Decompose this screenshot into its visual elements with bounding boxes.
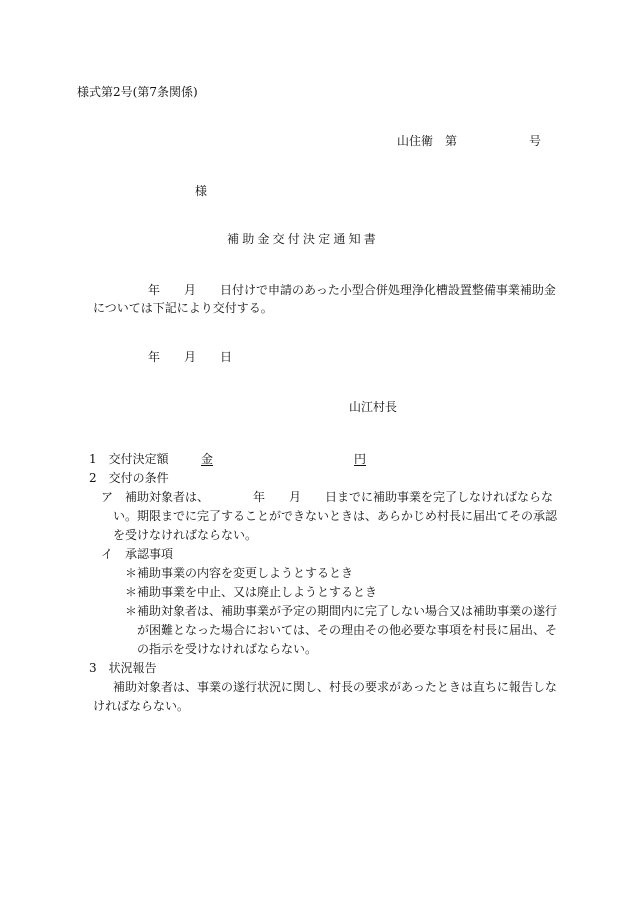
item1-label: 1 交付決定額 [89, 452, 169, 466]
item2a-line1 [101, 489, 553, 505]
form-number: 様式第2号(第7条関係) [77, 85, 198, 99]
body-line1-text: 日付けで申請のあった小型合併処理浄化槽設置整備事業補助金 [220, 283, 556, 297]
issue-date-year: 年 [148, 350, 161, 364]
item1-amount-suffix: 円 [354, 452, 367, 466]
body-line-2: については下記により交付する。 [93, 301, 273, 315]
body-month: 月 [184, 283, 197, 297]
item2a-prefix: ア 補助対象者は、 [101, 490, 210, 504]
document-title-text: 補助金交付決定通知書 [227, 232, 380, 246]
item2a-year: 年 [253, 490, 266, 504]
issue-date [148, 349, 232, 365]
document-title [227, 231, 379, 247]
body-year: 年 [148, 283, 161, 297]
item3-line1: 補助対象者は、事業の遂行状況に関し、村長の要求があったときは直ちに報告しな [113, 680, 557, 694]
item2a-month: 月 [289, 490, 302, 504]
item2a-text: 日までに補助事業を完了しなければならな [325, 490, 554, 504]
item2a-line2: い。期限までに完了することができないときは、あらかじめ村長に届出てその承認 [113, 509, 558, 523]
item2b-bullet-1: ＊補助事業の内容を変更しようとするとき [125, 566, 354, 580]
issue-date-month: 月 [184, 350, 197, 364]
item2b-bullet-3-line1: ＊補助対象者は、補助事業が予定の期間内に完了しない場合又は補助事業の遂行 [125, 604, 558, 618]
item1-amount [201, 451, 366, 467]
item2b-bullet-3-line3: の指示を受けなければならない。 [137, 642, 318, 656]
item2b-label: イ 承認事項 [101, 547, 174, 561]
addressee-honorific: 様 [195, 184, 208, 198]
item2a-line3: を受けなければならない。 [113, 528, 258, 542]
item3-label: 3 状況報告 [89, 661, 157, 675]
item2b-bullet-2: ＊補助事業を中止、又は廃止しようとするとき [125, 585, 378, 599]
reference-number: 山住衛 第 号 [397, 134, 542, 148]
body-line-1 [148, 282, 556, 298]
item1-amount-prefix: 金 [201, 452, 214, 466]
issuer-name: 山江村長 [349, 400, 398, 414]
item2b-bullet-3-line2: が困難となった場合においては、その理由その他必要な事項を村長に届出、そ [137, 623, 558, 637]
item3-line2: ければならない。 [93, 699, 190, 713]
issue-date-day: 日 [220, 350, 233, 364]
item2-label: 2 交付の条件 [89, 471, 169, 485]
